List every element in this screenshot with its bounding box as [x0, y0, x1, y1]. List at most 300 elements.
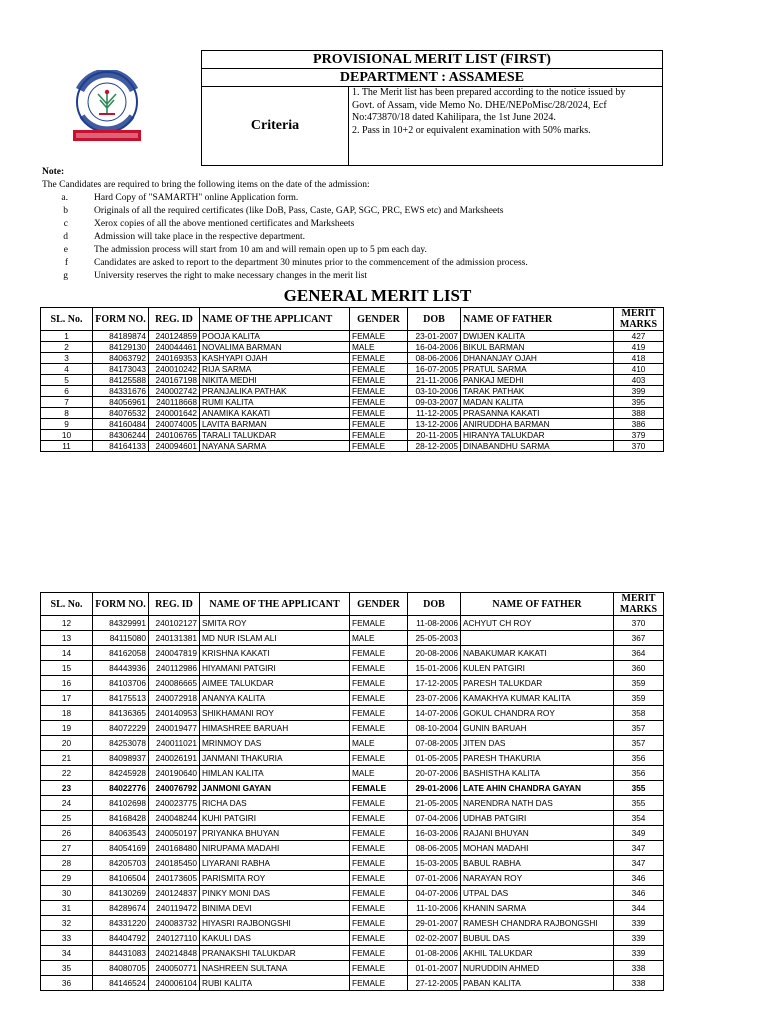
cell-father-name: AKHIL TALUKDAR: [461, 946, 614, 961]
cell-dob: 01-08-2006: [408, 946, 461, 961]
cell-sl-no: 20: [41, 736, 93, 751]
cell-applicant-name: LIYARANI RABHA: [200, 856, 350, 871]
cell-sl-no: 29: [41, 871, 93, 886]
cell-applicant-name: PRANJALIKA PATHAK: [200, 386, 350, 397]
cell-dob: 14-07-2006: [408, 706, 461, 721]
cell-form-no: 84173043: [93, 364, 149, 375]
cell-applicant-name: NIKITA MEDHI: [200, 375, 350, 386]
cell-sl-no: 9: [41, 419, 93, 430]
cell-merit-marks: 360: [614, 661, 664, 676]
cell-applicant-name: PINKY MONI DAS: [200, 886, 350, 901]
cell-reg-id: 240168480: [149, 841, 200, 856]
table-row: [41, 841, 664, 856]
cell-reg-id: 240011021: [149, 736, 200, 751]
cell-reg-id: 240119472: [149, 901, 200, 916]
cell-sl-no: 26: [41, 826, 93, 841]
cell-father-name: GOKUL CHANDRA ROY: [461, 706, 614, 721]
cell-father-name: KAMAKHYA KUMAR KALITA: [461, 691, 614, 706]
table-row: [41, 826, 664, 841]
cell-dob: 03-10-2006: [408, 386, 461, 397]
cell-gender: FEMALE: [350, 811, 408, 826]
cell-merit-marks: 346: [614, 871, 664, 886]
cell-father-name: KULEN PATGIRI: [461, 661, 614, 676]
cell-dob: 15-01-2006: [408, 661, 461, 676]
cell-applicant-name: LAVITA BARMAN: [200, 419, 350, 430]
table-row: [41, 706, 664, 721]
cell-merit-marks: 339: [614, 946, 664, 961]
cell-sl-no: 13: [41, 631, 93, 646]
cell-sl-no: 11: [41, 441, 93, 452]
cell-applicant-name: SMITA ROY: [200, 616, 350, 631]
cell-father-name: TARAK PATHAK: [461, 386, 614, 397]
note-item: [42, 270, 742, 283]
cell-form-no: 84189874: [93, 331, 149, 342]
cell-reg-id: 240106765: [149, 430, 200, 441]
cell-gender: FEMALE: [350, 781, 408, 796]
cell-applicant-name: TARALI TALUKDAR: [200, 430, 350, 441]
cell-sl-no: 25: [41, 811, 93, 826]
cell-form-no: 84162058: [93, 646, 149, 661]
cell-merit-marks: 349: [614, 826, 664, 841]
cell-reg-id: 240118668: [149, 397, 200, 408]
cell-dob: 04-07-2006: [408, 886, 461, 901]
cell-dob: 29-01-2006: [408, 781, 461, 796]
cell-applicant-name: PRANAKSHI TALUKDAR: [200, 946, 350, 961]
cell-merit-marks: 357: [614, 721, 664, 736]
table-row: [41, 856, 664, 871]
cell-form-no: 84289674: [93, 901, 149, 916]
cell-applicant-name: HIMASHREE BARUAH: [200, 721, 350, 736]
cell-applicant-name: NOVALIMA BARMAN: [200, 342, 350, 353]
cell-reg-id: 240010242: [149, 364, 200, 375]
table-row: [41, 961, 664, 976]
cell-merit-marks: 344: [614, 901, 664, 916]
column-header-form-no: FORM NO.: [93, 308, 149, 331]
cell-reg-id: 240023775: [149, 796, 200, 811]
cell-dob: 08-10-2004: [408, 721, 461, 736]
cell-merit-marks: 379: [614, 430, 664, 441]
note-item-letter: g: [63, 271, 68, 281]
cell-dob: 16-03-2006: [408, 826, 461, 841]
cell-merit-marks: 354: [614, 811, 664, 826]
cell-gender: FEMALE: [350, 841, 408, 856]
cell-form-no: 84076532: [93, 408, 149, 419]
column-header-form-no: FORM NO.: [93, 593, 149, 616]
cell-form-no: 84306244: [93, 430, 149, 441]
cell-form-no: 84431083: [93, 946, 149, 961]
cell-reg-id: 240072918: [149, 691, 200, 706]
cell-sl-no: 34: [41, 946, 93, 961]
cell-dob: 09-03-2007: [408, 397, 461, 408]
cell-form-no: 84080705: [93, 961, 149, 976]
note-item: [42, 192, 742, 205]
cell-applicant-name: BINIMA DEVI: [200, 901, 350, 916]
cell-dob: 23-07-2006: [408, 691, 461, 706]
cell-applicant-name: RUMI KALITA: [200, 397, 350, 408]
cell-applicant-name: AIMEE TALUKDAR: [200, 676, 350, 691]
cell-form-no: 84063792: [93, 353, 149, 364]
cell-gender: FEMALE: [350, 946, 408, 961]
cell-sl-no: 6: [41, 386, 93, 397]
cell-gender: FEMALE: [350, 931, 408, 946]
cell-gender: MALE: [350, 766, 408, 781]
cell-sl-no: 14: [41, 646, 93, 661]
cell-merit-marks: 370: [614, 616, 664, 631]
note-item: [42, 218, 742, 231]
cell-applicant-name: NIRUPAMA MADAHI: [200, 841, 350, 856]
cell-sl-no: 31: [41, 901, 93, 916]
note-intro: The Candidates are required to bring the following items on the date of the admission:: [42, 180, 370, 190]
cell-father-name: PRASANNA KAKATI: [461, 408, 614, 419]
cell-dob: 01-05-2005: [408, 751, 461, 766]
note-item-text: Admission will take place in the respective department.: [94, 232, 306, 242]
cell-dob: 08-06-2006: [408, 353, 461, 364]
cell-merit-marks: 338: [614, 961, 664, 976]
cell-merit-marks: 418: [614, 353, 664, 364]
cell-father-name: RAMESH CHANDRA RAJBONGSHI: [461, 916, 614, 931]
note-item-letter: b: [63, 206, 68, 216]
cell-form-no: 84130269: [93, 886, 149, 901]
cell-father-name: BIKUL BARMAN: [461, 342, 614, 353]
column-header-sl-no: SL. No.: [41, 593, 93, 616]
cell-gender: FEMALE: [350, 796, 408, 811]
table-row: [41, 676, 664, 691]
cell-merit-marks: 403: [614, 375, 664, 386]
cell-father-name: BASHISTHA KALITA: [461, 766, 614, 781]
cell-gender: FEMALE: [350, 676, 408, 691]
cell-father-name: NARENDRA NATH DAS: [461, 796, 614, 811]
table-row: [41, 661, 664, 676]
column-header-gender: GENDER: [350, 308, 408, 331]
admission-note: [42, 166, 742, 283]
cell-sl-no: 24: [41, 796, 93, 811]
cell-sl-no: 7: [41, 397, 93, 408]
cell-dob: 02-02-2007: [408, 931, 461, 946]
table-row: [41, 353, 664, 364]
cell-reg-id: 240169353: [149, 353, 200, 364]
note-item: [42, 205, 742, 218]
cell-gender: FEMALE: [350, 826, 408, 841]
cell-merit-marks: 364: [614, 646, 664, 661]
table-row: [41, 646, 664, 661]
table-row: [41, 976, 664, 991]
cell-reg-id: 240076792: [149, 781, 200, 796]
cell-gender: FEMALE: [350, 397, 408, 408]
cell-father-name: UDHAB PATGIRI: [461, 811, 614, 826]
cell-sl-no: 17: [41, 691, 93, 706]
cell-gender: FEMALE: [350, 419, 408, 430]
cell-reg-id: 240048244: [149, 811, 200, 826]
table-row: [41, 691, 664, 706]
cell-reg-id: 240127110: [149, 931, 200, 946]
column-header-reg-id: REG. ID: [149, 593, 200, 616]
merit-list-title: PROVISIONAL MERIT LIST (FIRST): [202, 51, 663, 69]
cell-sl-no: 8: [41, 408, 93, 419]
cell-gender: FEMALE: [350, 886, 408, 901]
cell-dob: 11-10-2006: [408, 901, 461, 916]
cell-father-name: NABAKUMAR KAKATI: [461, 646, 614, 661]
cell-form-no: 84098937: [93, 751, 149, 766]
criteria-text: [349, 87, 663, 166]
cell-merit-marks: 355: [614, 796, 664, 811]
cell-gender: FEMALE: [350, 375, 408, 386]
cell-gender: FEMALE: [350, 706, 408, 721]
cell-gender: FEMALE: [350, 661, 408, 676]
cell-father-name: DINABANDHU SARMA: [461, 441, 614, 452]
cell-applicant-name: SHIKHAMANI ROY: [200, 706, 350, 721]
cell-dob: 07-04-2006: [408, 811, 461, 826]
cell-applicant-name: HIYAMANI PATGIRI: [200, 661, 350, 676]
table-row: [41, 901, 664, 916]
table-row: [41, 946, 664, 961]
note-item-text: The admission process will start from 10 am and will remain open up to 5 pm each day.: [94, 245, 427, 255]
cell-form-no: 84331220: [93, 916, 149, 931]
cell-gender: FEMALE: [350, 616, 408, 631]
table-row: [41, 766, 664, 781]
cell-reg-id: 240026191: [149, 751, 200, 766]
cell-reg-id: 240044461: [149, 342, 200, 353]
cell-form-no: 84443936: [93, 661, 149, 676]
cell-reg-id: 240050771: [149, 961, 200, 976]
cell-form-no: 84103706: [93, 676, 149, 691]
table-row: [41, 781, 664, 796]
criteria-label: Criteria: [202, 87, 349, 166]
cell-merit-marks: 395: [614, 397, 664, 408]
cell-reg-id: 240214848: [149, 946, 200, 961]
cell-merit-marks: 347: [614, 856, 664, 871]
cell-dob: 25-05-2003: [408, 631, 461, 646]
criteria-line: 2. Pass in 10+2 or equivalent examination with 50% marks.: [352, 124, 591, 136]
cell-reg-id: 240167198: [149, 375, 200, 386]
merit-table-2: [40, 592, 664, 991]
cell-gender: MALE: [350, 736, 408, 751]
cell-sl-no: 15: [41, 661, 93, 676]
note-item-text: Hard Copy of "SAMARTH" online Application form.: [94, 193, 299, 203]
note-item: [42, 244, 742, 257]
cell-reg-id: 240124859: [149, 331, 200, 342]
cell-form-no: 84129130: [93, 342, 149, 353]
cell-father-name: PARESH TALUKDAR: [461, 676, 614, 691]
cell-form-no: 84168428: [93, 811, 149, 826]
cell-applicant-name: RUBI KALITA: [200, 976, 350, 991]
table-row: [41, 397, 664, 408]
cell-applicant-name: KUHI PATGIRI: [200, 811, 350, 826]
cell-reg-id: 240190640: [149, 766, 200, 781]
cell-reg-id: 240019477: [149, 721, 200, 736]
cell-father-name: DHANANJAY OJAH: [461, 353, 614, 364]
note-item-letter: d: [63, 232, 68, 242]
table-row: [41, 736, 664, 751]
cell-form-no: 84125588: [93, 375, 149, 386]
cell-form-no: 84022776: [93, 781, 149, 796]
cell-applicant-name: PRIYANKA BHUYAN: [200, 826, 350, 841]
cell-reg-id: 240124837: [149, 886, 200, 901]
table-row: [41, 331, 664, 342]
cell-merit-marks: 347: [614, 841, 664, 856]
cell-father-name: LATE AHIN CHANDRA GAYAN: [461, 781, 614, 796]
cell-applicant-name: KASHYAPI OJAH: [200, 353, 350, 364]
cell-gender: FEMALE: [350, 353, 408, 364]
note-item-text: Originals of all the required certificates (like DoB, Pass, Caste, GAP, SGC, PRC, EWS etc) and Marksheets: [94, 206, 504, 216]
cell-gender: FEMALE: [350, 721, 408, 736]
cell-gender: FEMALE: [350, 976, 408, 991]
cell-merit-marks: 339: [614, 916, 664, 931]
cell-dob: 16-04-2006: [408, 342, 461, 353]
cell-form-no: 84164133: [93, 441, 149, 452]
cell-merit-marks: 355: [614, 781, 664, 796]
column-header-gender: GENDER: [350, 593, 408, 616]
table-row: [41, 886, 664, 901]
cell-dob: 17-12-2005: [408, 676, 461, 691]
cell-merit-marks: 367: [614, 631, 664, 646]
table-row: [41, 419, 664, 430]
cell-gender: FEMALE: [350, 441, 408, 452]
cell-dob: 20-07-2006: [408, 766, 461, 781]
cell-dob: 11-08-2006: [408, 616, 461, 631]
cell-applicant-name: POOJA KALITA: [200, 331, 350, 342]
cell-dob: 07-08-2005: [408, 736, 461, 751]
cell-dob: 07-01-2006: [408, 871, 461, 886]
cell-sl-no: 2: [41, 342, 93, 353]
cell-gender: FEMALE: [350, 961, 408, 976]
cell-gender: MALE: [350, 631, 408, 646]
cell-sl-no: 3: [41, 353, 93, 364]
cell-applicant-name: ANAMIKA KAKATI: [200, 408, 350, 419]
cell-applicant-name: PARISMITA ROY: [200, 871, 350, 886]
header-table: [201, 50, 663, 166]
note-item-text: Candidates are asked to report to the department 30 minutes prior to the commencement of the admission process.: [94, 258, 528, 268]
cell-form-no: 84175513: [93, 691, 149, 706]
cell-sl-no: 28: [41, 856, 93, 871]
cell-father-name: JITEN DAS: [461, 736, 614, 751]
cell-father-name: ACHYUT CH ROY: [461, 616, 614, 631]
cell-form-no: 84253078: [93, 736, 149, 751]
cell-gender: FEMALE: [350, 916, 408, 931]
table-row: [41, 931, 664, 946]
cell-sl-no: 33: [41, 931, 93, 946]
cell-reg-id: 240173605: [149, 871, 200, 886]
cell-gender: FEMALE: [350, 408, 408, 419]
table-row: [41, 375, 664, 386]
cell-reg-id: 240131381: [149, 631, 200, 646]
cell-reg-id: 240140953: [149, 706, 200, 721]
cell-reg-id: 240002742: [149, 386, 200, 397]
cell-merit-marks: 399: [614, 386, 664, 397]
column-header-sl-no: SL. No.: [41, 308, 93, 331]
cell-reg-id: 240083732: [149, 916, 200, 931]
cell-father-name: NARAYAN ROY: [461, 871, 614, 886]
note-item: [42, 257, 742, 270]
cell-form-no: 84160484: [93, 419, 149, 430]
cell-reg-id: 240185450: [149, 856, 200, 871]
table-row: [41, 811, 664, 826]
table-row: [41, 408, 664, 419]
cell-sl-no: 27: [41, 841, 93, 856]
cell-dob: 28-12-2005: [408, 441, 461, 452]
cell-gender: FEMALE: [350, 364, 408, 375]
column-header-father-name: NAME OF FATHER: [461, 308, 614, 331]
cell-sl-no: 10: [41, 430, 93, 441]
cell-dob: 20-11-2005: [408, 430, 461, 441]
cell-merit-marks: 386: [614, 419, 664, 430]
cell-father-name: [461, 631, 614, 646]
cell-gender: FEMALE: [350, 646, 408, 661]
cell-merit-marks: 419: [614, 342, 664, 353]
cell-sl-no: 1: [41, 331, 93, 342]
cell-sl-no: 19: [41, 721, 93, 736]
note-items: [42, 192, 742, 283]
note-item-letter: c: [63, 219, 68, 229]
note-title: Note:: [42, 167, 65, 177]
cell-sl-no: 4: [41, 364, 93, 375]
cell-applicant-name: HIYASRI RAJBONGSHI: [200, 916, 350, 931]
cell-father-name: GUNIN BARUAH: [461, 721, 614, 736]
note-item-letter: a.: [61, 193, 68, 203]
cell-form-no: 84102698: [93, 796, 149, 811]
table-row: [41, 796, 664, 811]
cell-applicant-name: MRINMOY DAS: [200, 736, 350, 751]
cell-father-name: UTPAL DAS: [461, 886, 614, 901]
cell-father-name: PRATUL SARMA: [461, 364, 614, 375]
cell-form-no: 84329991: [93, 616, 149, 631]
cell-applicant-name: RIJA SARMA: [200, 364, 350, 375]
cell-merit-marks: 338: [614, 976, 664, 991]
cell-dob: 08-06-2005: [408, 841, 461, 856]
cell-dob: 01-01-2007: [408, 961, 461, 976]
cell-dob: 21-05-2005: [408, 796, 461, 811]
cell-form-no: 84205703: [93, 856, 149, 871]
cell-sl-no: 36: [41, 976, 93, 991]
table-row: [41, 751, 664, 766]
cell-reg-id: 240102127: [149, 616, 200, 631]
cell-father-name: RAJANI BHUYAN: [461, 826, 614, 841]
cell-applicant-name: HIMLAN KALITA: [200, 766, 350, 781]
cell-applicant-name: JANMONI GAYAN: [200, 781, 350, 796]
cell-form-no: 84063543: [93, 826, 149, 841]
cell-gender: FEMALE: [350, 751, 408, 766]
table-row: [41, 916, 664, 931]
table-row: [41, 616, 664, 631]
cell-father-name: PANKAJ MEDHI: [461, 375, 614, 386]
cell-dob: 27-12-2005: [408, 976, 461, 991]
column-header-dob: DOB: [408, 593, 461, 616]
column-header-merit-marks: MERIT MARKS: [614, 593, 664, 616]
cell-reg-id: 240086665: [149, 676, 200, 691]
cell-reg-id: 240001642: [149, 408, 200, 419]
cell-dob: 15-03-2005: [408, 856, 461, 871]
note-item-letter: e: [63, 245, 68, 255]
cell-reg-id: 240112986: [149, 661, 200, 676]
cell-gender: FEMALE: [350, 386, 408, 397]
cell-form-no: 84245928: [93, 766, 149, 781]
table-row: [41, 430, 664, 441]
cell-father-name: PABAN KALITA: [461, 976, 614, 991]
cell-form-no: 84056961: [93, 397, 149, 408]
table-header-row: [41, 308, 664, 331]
cell-merit-marks: 356: [614, 751, 664, 766]
cell-form-no: 84331676: [93, 386, 149, 397]
cell-father-name: NURUDDIN AHMED: [461, 961, 614, 976]
cell-sl-no: 21: [41, 751, 93, 766]
cell-applicant-name: ANANYA KALITA: [200, 691, 350, 706]
cell-father-name: ANIRUDDHA BARMAN: [461, 419, 614, 430]
column-header-dob: DOB: [408, 308, 461, 331]
column-header-father-name: NAME OF FATHER: [461, 593, 614, 616]
cell-dob: 13-12-2006: [408, 419, 461, 430]
table-row: [41, 386, 664, 397]
cell-reg-id: 240074005: [149, 419, 200, 430]
cell-reg-id: 240094601: [149, 441, 200, 452]
